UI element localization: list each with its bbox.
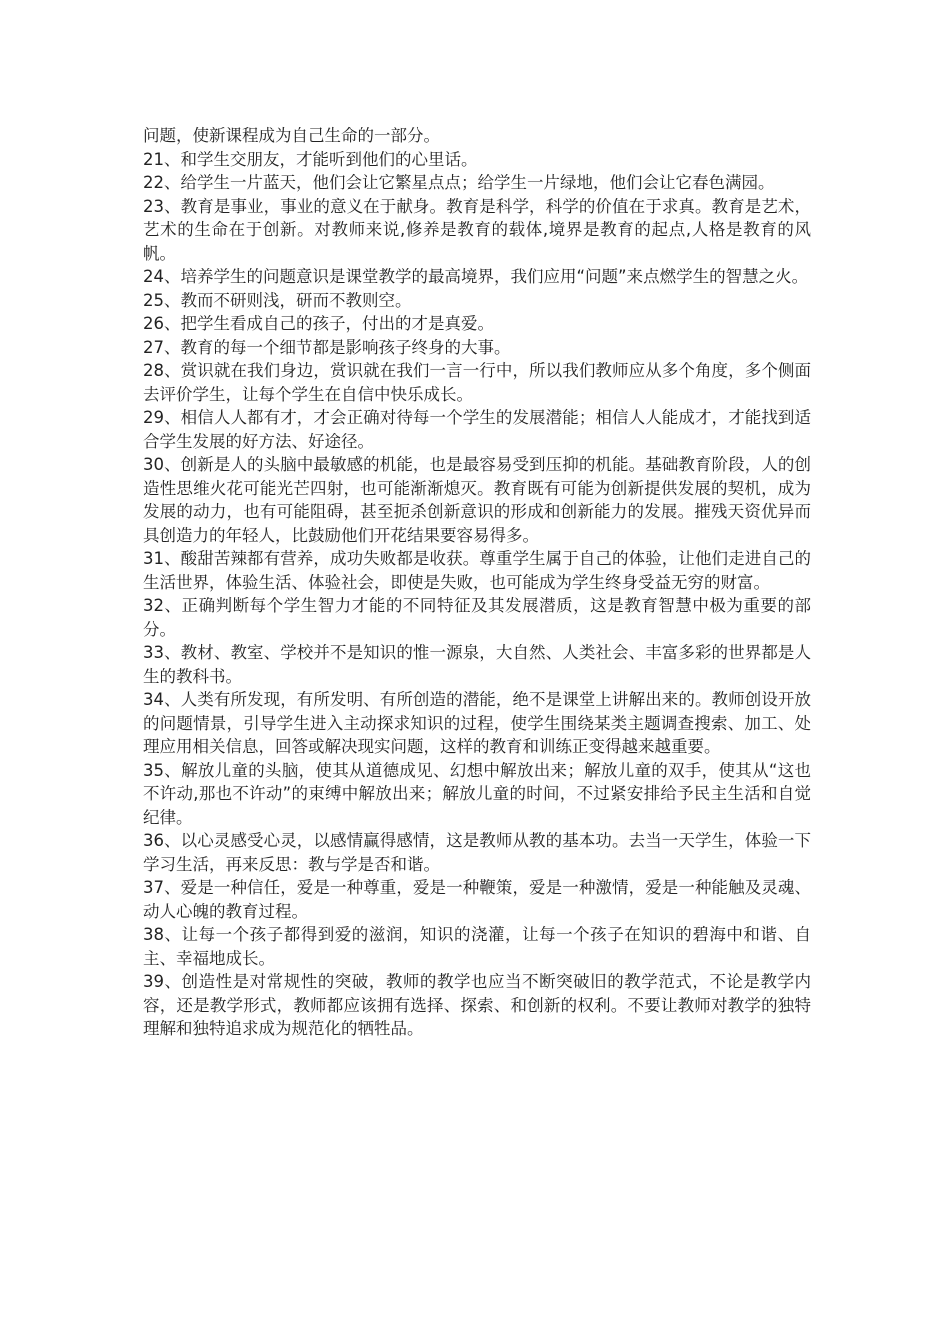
paragraph-28: 28、赏识就在我们身边，赏识就在我们一言一行中，所以我们教师应从多个角度，多个侧面去评价学生，让每个学生在自信中快乐成长。 (143, 361, 811, 404)
paragraph-36: 36、以心灵感受心灵，以感情赢得感情，这是教师从教的基本功。去当一天学生，体验一下学习生活，再来反思：教与学是否和谐。 (143, 831, 811, 874)
paragraph-27: 27、教育的每一个细节都是影响孩子终身的大事。 (143, 337, 511, 357)
paragraph-25: 25、教而不研则浅，研而不教则空。 (143, 290, 412, 310)
paragraph-31: 31、酸甜苦辣都有营养，成功失败都是收获。尊重学生属于自己的体验，让他们走进自己的生活世界，体验生活、体验社会，即使是失败，也可能成为学生终身受益无穷的财富。 (143, 549, 811, 592)
paragraph-33: 33、教材、教室、学校并不是知识的惟一源泉，大自然、人类社会、丰富多彩的世界都是人生的教科书。 (143, 643, 811, 686)
paragraph-35: 35、解放儿童的头脑，使其从道德成见、幻想中解放出来；解放儿童的双手，使其从“这也不许动,那也不许动”的束缚中解放出来；解放儿童的时间，不过紧安排给予民主生活和自觉纪律。 (143, 760, 811, 827)
document-body (143, 124, 811, 1041)
paragraph-34: 34、人类有所发现，有所发明、有所创造的潜能，绝不是课堂上讲解出来的。教师创设开放的问题情景，引导学生进入主动探求知识的过程，使学生围绕某类主题调查搜索、加工、处理应用相关信息，回答或解决现实问题，这样的教育和训练正变得越来越重要。 (143, 690, 811, 756)
paragraph-22: 22、给学生一片蓝天，他们会让它繁星点点；给学生一片绿地，他们会让它春色满园。 (143, 173, 775, 192)
paragraph-23: 23、教育是事业，事业的意义在于献身。教育是科学，科学的价值在于求真。教育是艺术，艺术的生命在于创新。对教师来说,修养是教育的载体,境界是教育的起点,人格是教育的风帆。 (143, 196, 811, 263)
paragraph-32: 32、正确判断每个学生智力才能的不同特征及其发展潜质，这是教育智慧中极为重要的部分。 (143, 596, 811, 639)
paragraph-29: 29、相信人人都有才，才会正确对待每一个学生的发展潜能；相信人人能成才，才能找到适合学生发展的好方法、好途径。 (143, 408, 811, 451)
paragraph-24: 24、培养学生的问题意识是课堂教学的最高境界，我们应用“问题”来点燃学生的智慧之火。 (143, 267, 809, 286)
paragraph-30: 30、创新是人的头脑中最敏感的机能，也是最容易受到压抑的机能。基础教育阶段，人的创造性思维火花可能光芒四射，也可能渐渐熄灭。教育既有可能为创新提供发展的契机，成为发展的动力，也有可能阻碍，甚至扼杀创新意识的形成和创新能力的发展。摧残天资优异而具创造力的年轻人，比鼓励他们开花结果要容易得多。 (143, 455, 811, 545)
paragraph-21: 21、和学生交朋友，才能听到他们的心里话。 (143, 149, 478, 169)
paragraph-38: 38、让每一个孩子都得到爱的滋润，知识的浇灌，让每一个孩子在知识的碧海中和谐、自主、幸福地成长。 (143, 925, 811, 968)
paragraph-continuation: 问题，使新课程成为自己生命的一部分。 (143, 126, 440, 145)
paragraph-26: 26、把学生看成自己的孩子，付出的才是真爱。 (143, 314, 494, 333)
paragraph-39: 39、创造性是对常规性的突破，教师的教学也应当不断突破旧的教学范式，不论是教学内容，还是教学形式，教师都应该拥有选择、探索、和创新的权利。不要让教师对教学的独特理解和独特追求成为规范化的牺牲品。 (143, 972, 811, 1038)
paragraph-37: 37、爱是一种信任，爱是一种尊重，爱是一种鞭策，爱是一种激情，爱是一种能触及灵魂、动人心魄的教育过程。 (143, 878, 811, 921)
